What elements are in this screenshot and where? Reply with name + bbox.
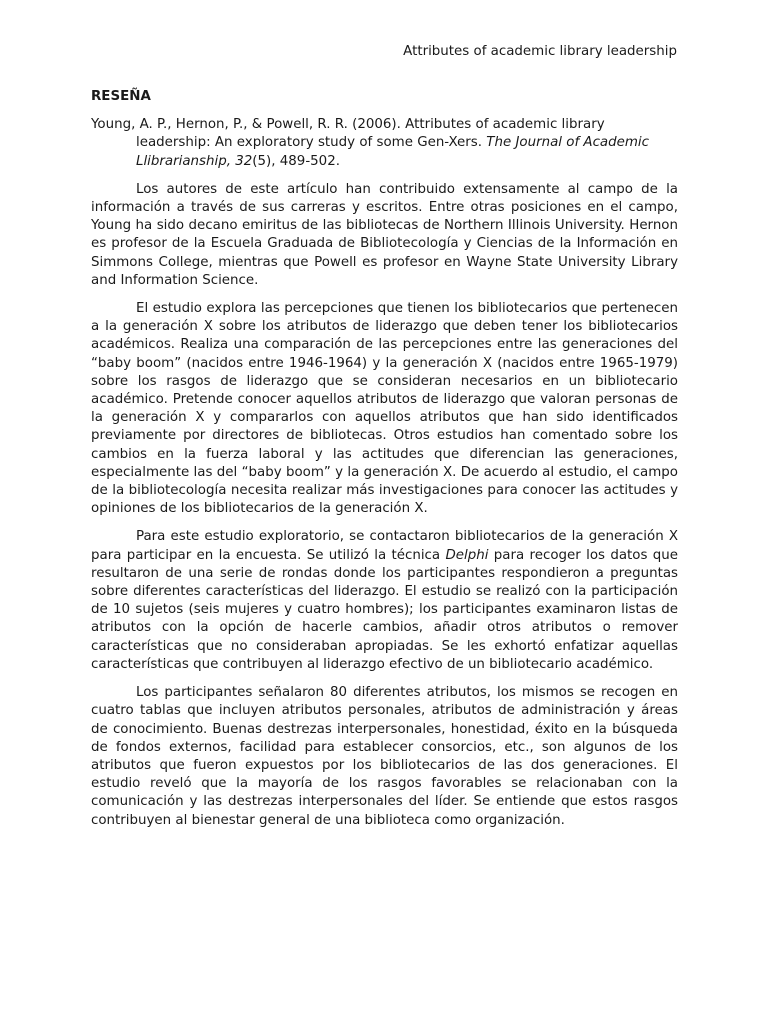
paragraph-method-before: Para este estudio exploratorio, se contactaron bibliotecarios de la generación X para participar en la encuesta. Se utilizó la técnica <box>91 529 678 563</box>
document-body <box>91 88 678 840</box>
citation-authors-year: Young, A. P., Hernon, P., & Powell, R. R. (2006). <box>91 117 406 133</box>
delphi-term: Delphi <box>445 547 489 563</box>
citation-issue-pages: (5), 489-502. <box>252 153 340 169</box>
running-header: Attributes of academic library leadership <box>403 44 677 59</box>
paragraph-method-after: para recoger los datos que resultaron de una serie de rondas donde los participantes respondieron a preguntas sobre diferentes características del liderazgo. El estudio se realizó con la participación de 10 sujetos (seis mujeres y cuatro hombres); los participantes examinaron listas de atributos con la opción de hacerle cambios, añadir otros atributos o remover características que no consideraban apropiadas. Se les exhortó enfatizar aquellas características que contribuyen al liderazgo efectivo de un bibliotecario académico. <box>91 547 679 672</box>
paragraph-method <box>91 528 678 674</box>
section-heading: RESEÑA <box>91 89 151 104</box>
paragraph-authors: Los autores de este artículo han contribuido extensamente al campo de la información a través de sus carreras y escritos. Entre otras posiciones en el campo, Young ha sido decano emiritus de las bibliotecas de Northern Illinois University. Hernon es profesor de la Escuela Graduada de Bibliotecología y Ciencias de la Información en Simmons College, mientras que Powell es profesor en Wayne State University Library and Information Science. <box>91 181 678 288</box>
citation-journal: The Journal of Academic Llibrarianship, <box>136 135 650 169</box>
citation-article-title: Attributes of academic library leadership: An exploratory study of some Gen-Xers. <box>136 117 605 151</box>
citation-volume: 32 <box>235 153 253 169</box>
paragraph-study: El estudio explora las percepciones que tienen los bibliotecarios que pertenecen a la generación X sobre los atributos de liderazgo que deben tener los bibliotecarios académicos. Realiza una comparación de las percepciones entre las generaciones del “baby boom” (nacidos entre 1946-1964) y la generación X (nacidos entre 1965-1979) sobre los rasgos de liderazgo que se consideran necesarios en un bibliotecario académico. Pretende conocer aquellos atributos de liderazgo que valoran personas de la generación X y compararlos con aquellos atributos que han sido identificados previamente por directores de bibliotecas. Otros estudios han comentado sobre los cambios en la fuerza laboral y las actitudes que diferencian las generaciones, especialmente las del “baby boom” y la generación X. De acuerdo al estudio, el campo de la bibliotecología necesita realizar más investigaciones para conocer las actitudes y opiniones de los bibliotecarios de la generación X. <box>91 301 678 517</box>
bibliographic-citation <box>91 116 678 171</box>
paragraph-results: Los participantes señalaron 80 diferentes atributos, los mismos se recogen en cuatro tablas que incluyen atributos personales, atributos de administración y áreas de conocimiento. Buenas destrezas interpersonales, honestidad, éxito en la búsqueda de fondos externos, facilidad para establecer consorcios, etc., son algunos de los atributos que fueron expuestos por los bibliotecarios de las dos generaciones. El estudio reveló que la mayoría de los rasgos favorables se relacionaban con la comunicación y las destrezas interpersonales del líder. Se entiende que estos rasgos contribuyen al bienestar general de una biblioteca como organización. <box>91 685 678 828</box>
